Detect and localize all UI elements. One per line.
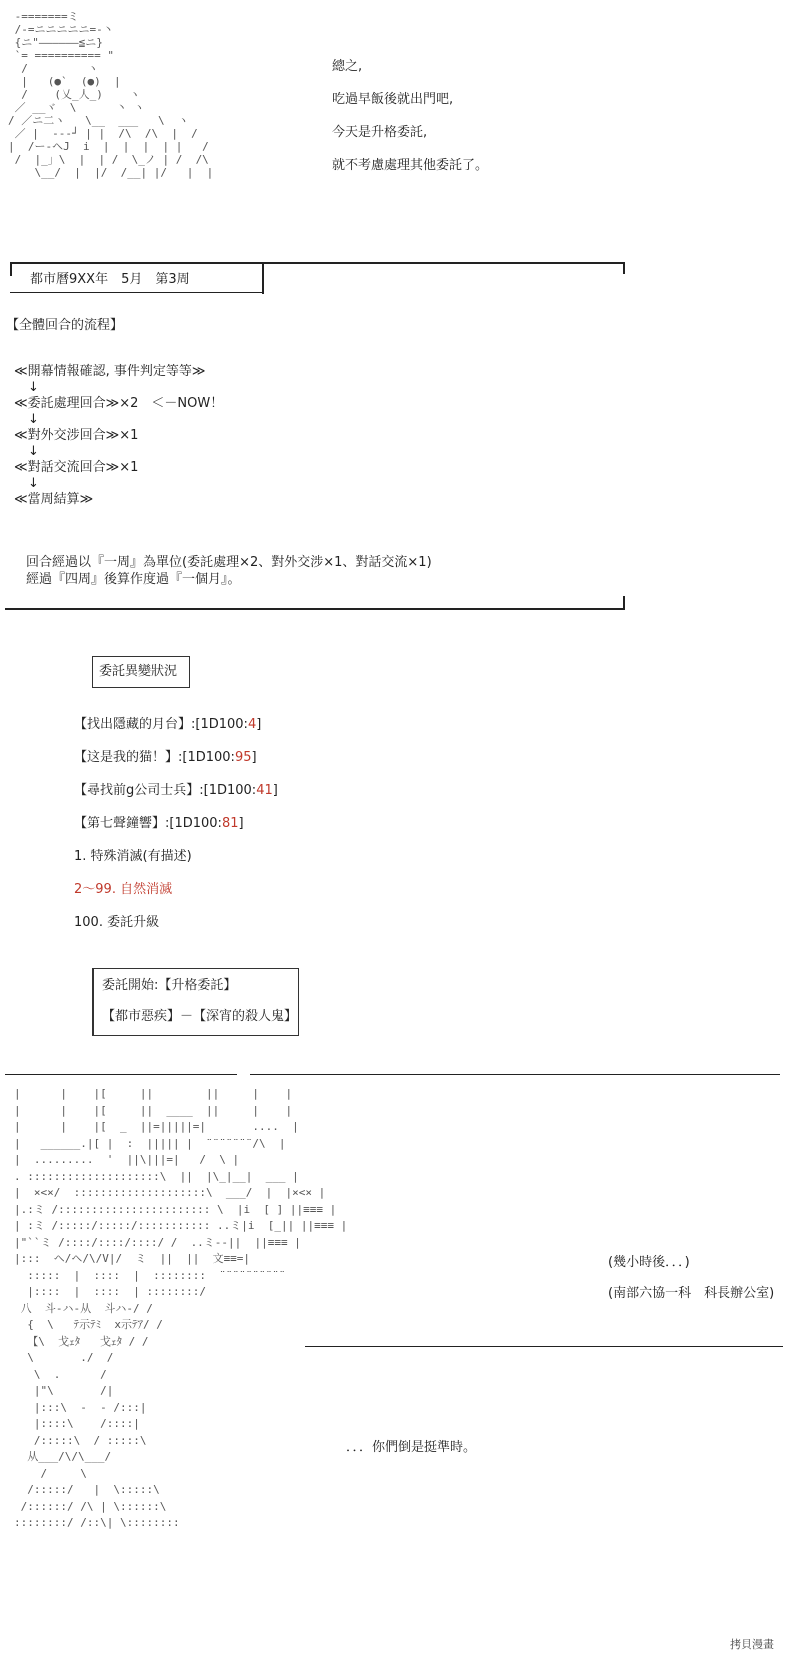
dialogue-line: 就不考慮處理其他委託了。 <box>332 158 489 173</box>
scene-rule-right <box>250 1074 780 1075</box>
dialogue-line: 吃過早飯後就出門吧, <box>332 92 454 107</box>
section-rule-top <box>10 262 625 264</box>
flow-step: ≪委託處理回合≫×2 ＜－NOW！ <box>14 396 224 411</box>
roll-value: 4 <box>247 717 257 732</box>
roll-value: 41 <box>256 783 273 798</box>
dialogue-block <box>332 58 488 190</box>
flow-note-1: 回合經過以『一周』為單位(委託處理×2、對外交涉×1、對話交流×1) <box>26 555 432 570</box>
flow-steps <box>14 364 223 508</box>
roll-row: 【尋找前g公司士兵】:[1D100:41] <box>74 783 278 798</box>
flow-step: ≪對話交流回合≫×1 <box>14 460 139 475</box>
section-rule-bottom <box>5 608 625 610</box>
date-box-right-edge <box>262 264 264 294</box>
start-line-1: 委託開始:【升格委託】 <box>102 978 237 993</box>
top-ascii-art: -=======ミ /-=ニニニニニ=-丶 {ニ"――――――≦ニ} `= ========== " / ヽ | (●` (●) | / (乂_人_) ヽ ／ __ヾ \ 丶 ヽ / ／ニ二ヽ \__ ___ \ ヽ ／ | ---┘ | | /\ /\ | / | /ー-ヘJ i | | | | | / / |_」\ | | / \_ノ | / /\ \__/ | |/ /__| |/ | | <box>8 10 214 179</box>
flow-arrow: ↓ <box>28 380 39 395</box>
roll-row: 【第七聲鐘響】:[1D100:81] <box>74 816 244 831</box>
start-line-2: 【都市惡疾】－【深宵的殺人鬼】 <box>102 1009 298 1024</box>
watermark: 拷貝漫畫 <box>730 1638 774 1651</box>
flow-arrow: ↓ <box>28 412 39 427</box>
flow-step: ≪當周結算≫ <box>14 492 94 507</box>
dialogue-line: 今天是升格委託, <box>332 125 428 140</box>
start-box <box>92 968 299 1036</box>
roll-list <box>74 708 278 939</box>
outcome-row-highlight: 2～99. 自然消滅 <box>74 882 173 897</box>
flow-note-2: 經過『四周』後算作度過『一個月』。 <box>26 572 241 587</box>
flow-step: ≪對外交涉回合≫×1 <box>14 428 139 443</box>
status-title-box <box>92 656 190 688</box>
scene-rule-left <box>5 1074 237 1075</box>
flow-step: ≪開幕情報確認, 事件判定等等≫ <box>14 364 206 379</box>
roll-row: 【这是我的猫！】:[1D100:95] <box>74 750 257 765</box>
scene-ascii-art: | | |[ || || | | | | |[ || ____ || | | | | |[ _ ||=|||||=| .... | | ______.|[ | : ||||| | ¨¨¨¨¨¨¨/\ | | ......... ' ||\|||=| / \ | . ::::::::::::::::::::\ || |\_|__| ___ | | ×<×/ ::::::::::::::::::::\ ___/ | |×<× | |.:ミ /::::::::::::::::::::::: \ |i [ ] ||≡≡≡ | | :ミ /:::::/:::::/::::::::::: ..ミ|i [_|| ||≡≡≡ | |"``ミ /::::/::::/::::/ / ..ミ--|| ||≡≡≡ | |::: ヘ/ヘ/\/V|/ ミ || || 文≡≡=| ::::: | :::: | :::::::: ¨¨¨¨¨¨¨¨¨¨ |:::: | :::: | ::::::::/ 八 斗-ハ-从 斗ハ-/ / { \ ﾃ示ﾃﾐ x示ﾃｱ/ / 【\ 戈ｪﾀ 戈ｪﾀ / / \ ./ / \ . / |"\ /| |:::\ - - /:::| |::::\ /::::| /:::::\ / :::::\ 从___/\/\___/ / \ /:::::/ | \:::::\ /::::::/ /\ | \::::::\ ::::::::/ /::\| \:::::::: <box>14 1087 348 1529</box>
scene-dialogue: ．．．你們倒是挺準時。 <box>346 1440 477 1455</box>
section-rule-bottom-tick <box>623 596 625 610</box>
status-title: 委託異變狀況 <box>99 664 178 679</box>
section-rule-right-tick <box>623 262 625 274</box>
flow-arrow: ↓ <box>28 476 39 491</box>
scene-caption-place: (南部六協一科 科長辦公室) <box>608 1286 775 1301</box>
roll-value: 95 <box>234 750 252 765</box>
date-label: 都市曆9XX年 5月 第3周 <box>30 272 190 287</box>
date-box-bottom <box>10 292 264 293</box>
roll-value: 81 <box>221 816 239 831</box>
scene-caption-time: (幾小時後．．．) <box>608 1255 690 1270</box>
flow-title: 【全體回合的流程】 <box>6 318 124 333</box>
scene-rule-mid <box>305 1346 783 1347</box>
outcome-row: 1. 特殊消滅(有描述) <box>74 849 192 864</box>
flow-arrow: ↓ <box>28 444 39 459</box>
section-rule-left-tick <box>10 262 12 276</box>
dialogue-line: 總之, <box>332 59 363 74</box>
roll-row: 【找出隱藏的月台】:[1D100:4] <box>74 717 262 732</box>
outcome-row: 100. 委託升級 <box>74 915 160 930</box>
